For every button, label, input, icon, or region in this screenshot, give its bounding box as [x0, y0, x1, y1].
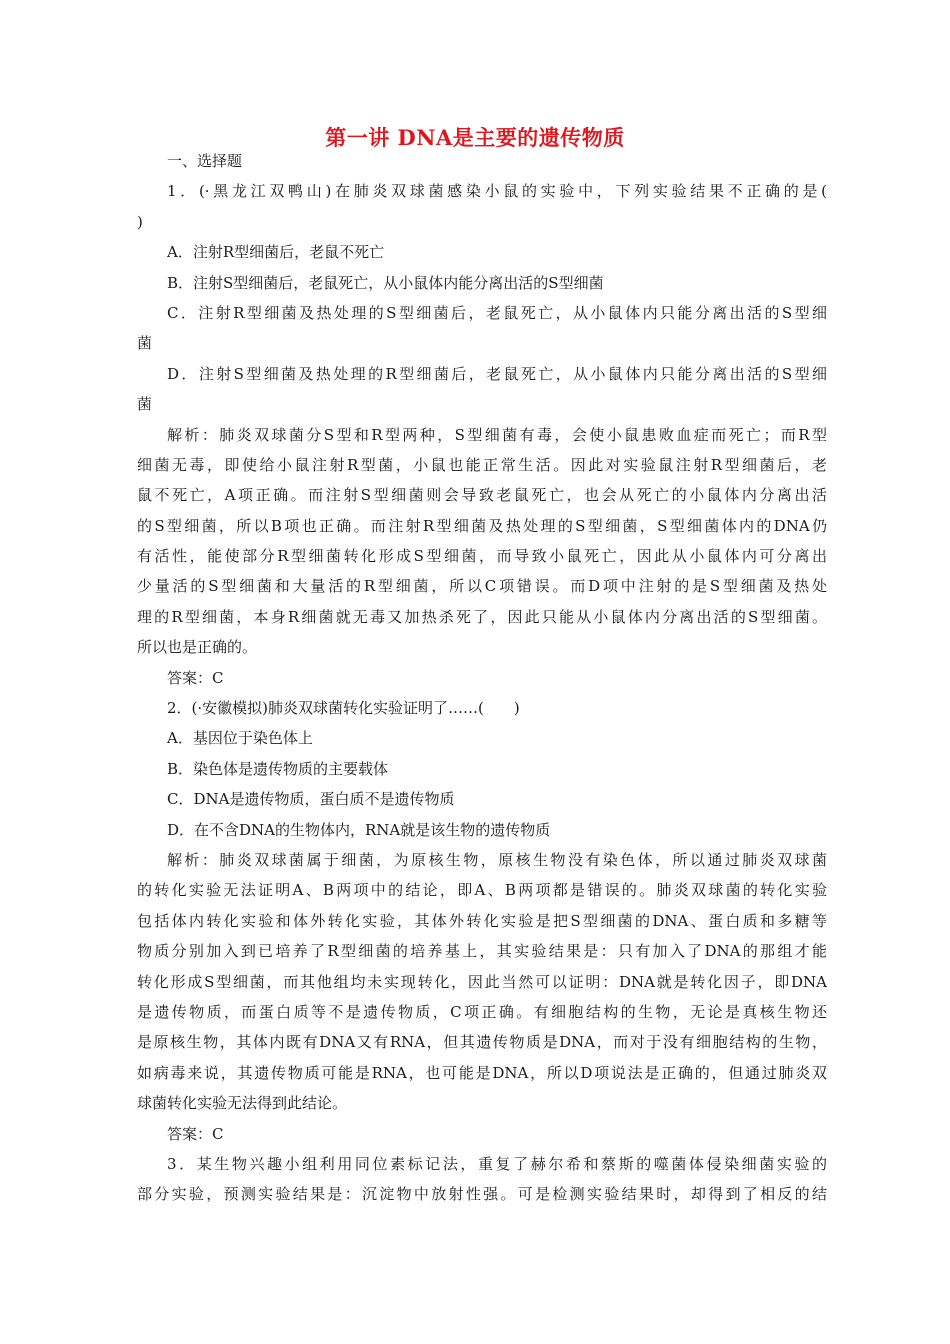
q2-answer: 答案：C	[167, 1124, 224, 1143]
q2-analysis-line: 的转化实验无法证明A、B两项中的结论，即A、B两项都是错误的。肺炎双球菌的转化实验	[137, 881, 827, 900]
document-body	[137, 146, 827, 1210]
q1-option-a: A．注射R型细菌后，老鼠不死亡	[167, 243, 385, 262]
q1-option-d: D．注射S型细菌及热处理的R型细菌后，老鼠死亡，从小鼠体内只能分离出活的S型细	[167, 364, 827, 383]
q1-analysis-line: 解析：肺炎双球菌分S型和R型两种，S型细菌有毒，会使小鼠患败血症而死亡；而R型	[167, 425, 827, 444]
q1-analysis-line: 少量活的S型细菌和大量活的R型细菌，所以C项错误。而D项中注射的是S型细菌及热处	[137, 577, 827, 596]
q2-stem: 2．(·安徽模拟)肺炎双球菌转化实验证明了……( )	[167, 699, 520, 718]
q2-analysis-line: 是遗传物质，而蛋白质等不是遗传物质，C项正确。有细胞结构的生物，无论是真核生物还	[137, 1002, 827, 1021]
q2-analysis-line: 转化形成S型细菌，而其他组均未实现转化，因此当然可以证明：DNA就是转化因子，即DNA	[137, 972, 827, 991]
q1-analysis-line: 理的R型细菌，本身R细菌就无毒又加热杀死了，因此只能从小鼠体内分离出活的S型细菌。	[137, 607, 827, 626]
q1-analysis-line: 鼠不死亡，A项正确。而注射S型细菌则会导致老鼠死亡，也会从死亡的小鼠体内分离出活	[137, 486, 827, 505]
q1-answer: 答案：C	[167, 668, 224, 687]
q1-stem-line: )	[137, 212, 143, 231]
q2-analysis-line: 如病毒来说，其遗传物质可能是RNA，也可能是DNA，所以D项说法是正确的，但通过肺炎双	[137, 1063, 827, 1082]
q1-option-c: C．注射R型细菌及热处理的S型细菌后，老鼠死亡，从小鼠体内只能分离出活的S型细	[167, 303, 827, 322]
q2-analysis-line: 是原核生物，其体内既有DNA又有RNA，但其遗传物质是DNA，而对于没有细胞结构的生物，	[137, 1033, 827, 1052]
q1-option-c-cont: 菌	[137, 334, 153, 353]
section-heading: 一、选择题	[167, 152, 243, 170]
q2-analysis-line: 解析：肺炎双球菌属于细菌，为原核生物，原核生物没有染色体，所以通过肺炎双球菌	[167, 850, 827, 869]
q1-option-d-cont: 菌	[137, 395, 153, 414]
q1-stem-line: 1．(·黑龙江双鸭山)在肺炎双球菌感染小鼠的实验中，下列实验结果不正确的是(	[167, 182, 827, 201]
q2-analysis-line: 物质分别加入到已培养了R型细菌的培养基上，其实验结果是：只有加入了DNA的那组才能	[137, 942, 827, 961]
q2-analysis-line: 球菌转化实验无法得到此结论。	[137, 1094, 348, 1113]
q1-analysis-line: 所以也是正确的。	[137, 638, 258, 657]
q2-analysis-line: 包括体内转化实验和体外转化实验，其体外转化实验是把S型细菌的DNA、蛋白质和多糖等	[137, 911, 827, 930]
q1-analysis-line: 细菌无毒，即使给小鼠注射R型菌，小鼠也能正常生活。因此对实验鼠注射R型细菌后，老	[137, 455, 827, 474]
q2-option-c: C．DNA是遗传物质，蛋白质不是遗传物质	[167, 790, 455, 809]
q1-option-b: B．注射S型细菌后，老鼠死亡，从小鼠体内能分离出活的S型细菌	[167, 273, 604, 292]
q2-option-b: B．染色体是遗传物质的主要载体	[167, 759, 389, 778]
q2-option-a: A．基因位于染色体上	[167, 729, 313, 748]
q1-analysis-line: 的S型细菌，所以B项也正确。而注射R型细菌及热处理的S型细菌，S型细菌体内的DNA仍	[137, 516, 827, 535]
document-title: 第一讲 DNA是主要的遗传物质	[325, 125, 625, 150]
q2-option-d: D．在不含DNA的生物体内，RNA就是该生物的遗传物质	[167, 820, 551, 839]
q3-stem-line: 3．某生物兴趣小组利用同位素标记法，重复了赫尔希和蔡斯的噬菌体侵染细菌实验的	[167, 1154, 827, 1173]
q3-stem-line: 部分实验，预测实验结果是：沉淀物中放射性强。可是检测实验结果时，却得到了相反的结	[137, 1185, 827, 1204]
q1-analysis-line: 有活性，能使部分R型细菌转化形成S型细菌，而导致小鼠死亡，因此从小鼠体内可分离出	[137, 547, 827, 566]
